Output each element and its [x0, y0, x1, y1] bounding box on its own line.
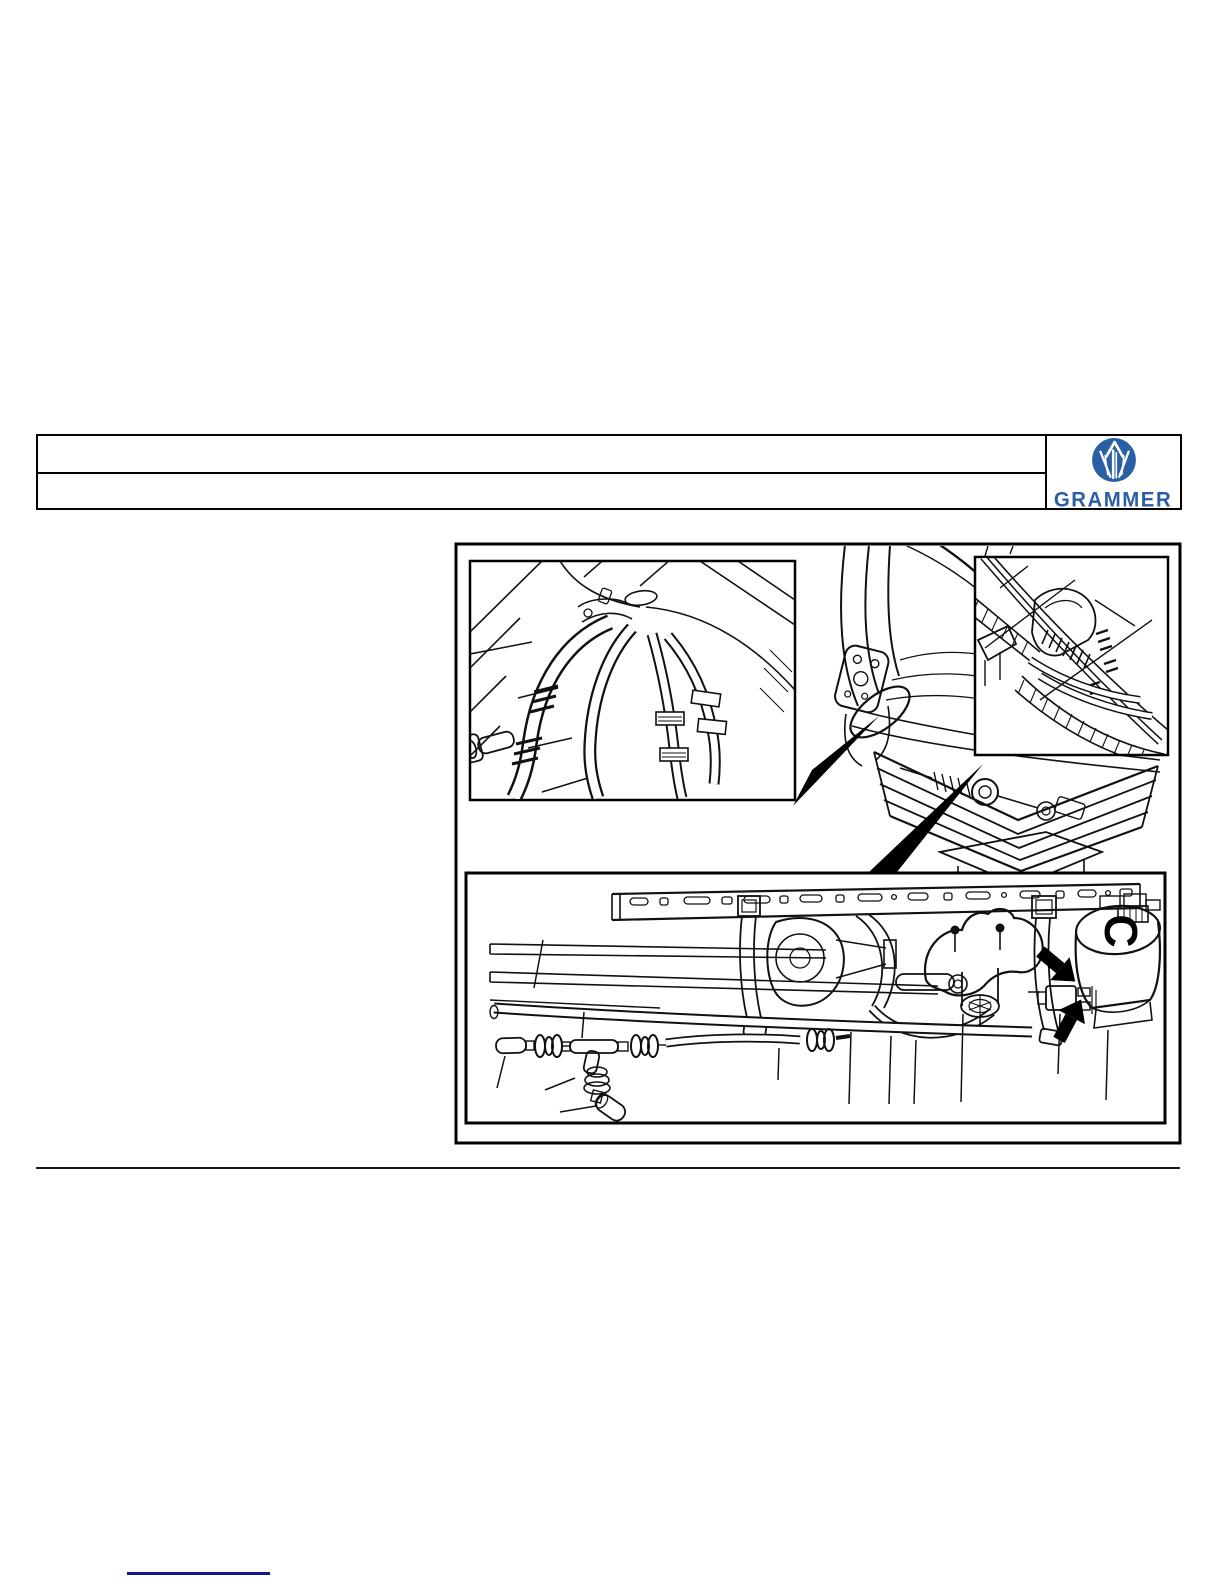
footer-link-underline[interactable] — [127, 1572, 270, 1575]
inset-suspension-rail — [466, 873, 1165, 1124]
footer-separator-line — [36, 1167, 1180, 1169]
inset-hose-connections — [462, 556, 795, 800]
grammer-wordmark: GRAMMER — [1054, 487, 1173, 512]
canister-letter: C — [1095, 914, 1147, 948]
inset-suspension-detail — [968, 557, 1168, 768]
